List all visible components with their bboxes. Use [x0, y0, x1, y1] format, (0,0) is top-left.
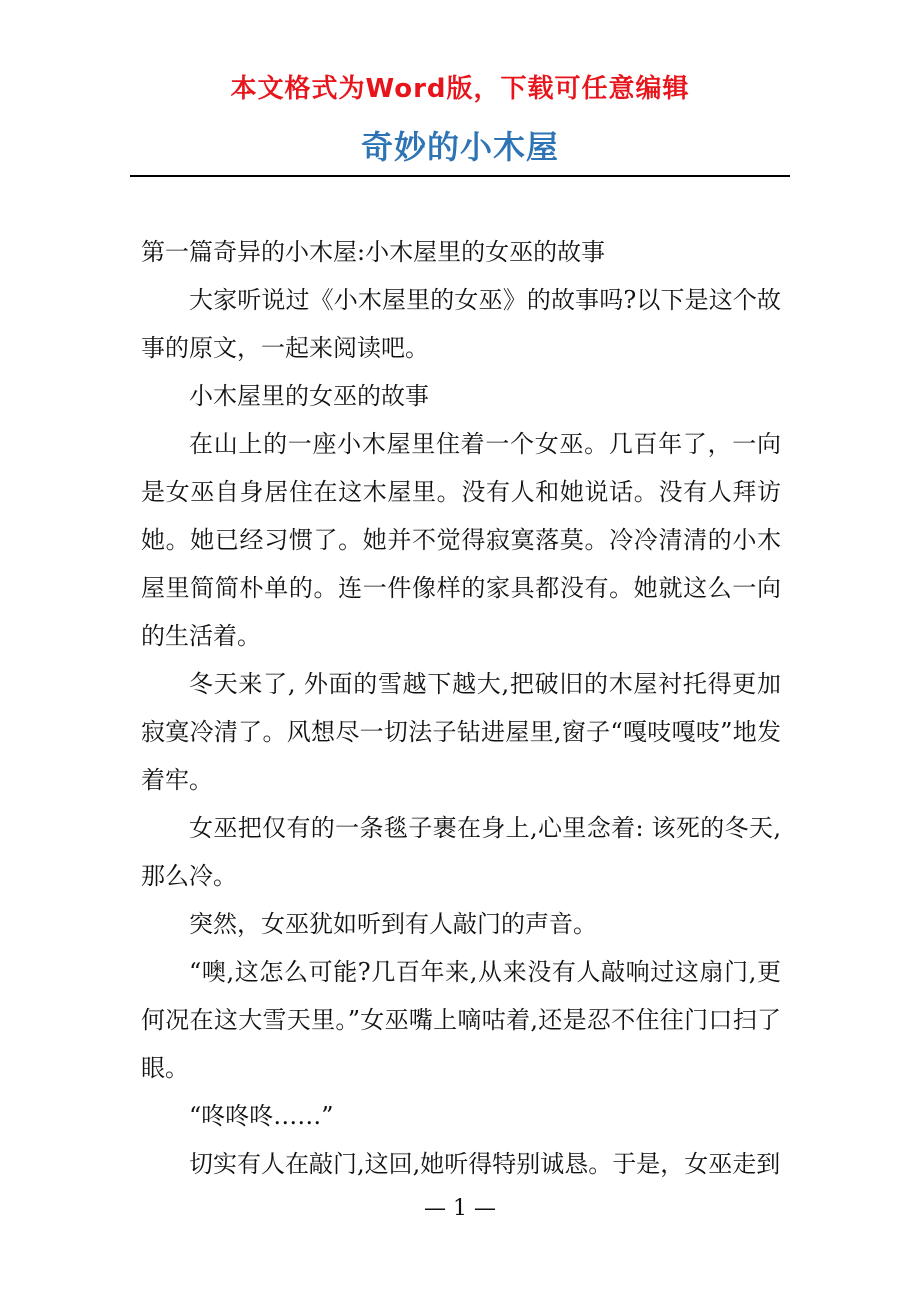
document-title: 奇妙的小木屋 [360, 128, 559, 166]
document-body [141, 228, 781, 1188]
paragraph: 大家听说过《小木屋里的女巫》的故事吗?以下是这个故事的原文，一起来阅读吧。 [141, 286, 781, 362]
section-heading: 第一篇奇异的小木屋:小木屋里的女巫的故事 [141, 238, 606, 266]
title-divider [130, 175, 790, 177]
paragraph: 切实有人在敲门,这回,她听得特别诚恳。于是，女巫走到 [189, 1150, 781, 1178]
page-number: — 1 — [424, 1196, 496, 1221]
format-banner: 本文格式为Word版，下载可任意编辑 [230, 74, 690, 104]
paragraph: 女巫把仅有的一条毯子裹在身上,心里念着: 该死的冬天,那么冷。 [141, 814, 781, 890]
paragraph: “咚咚咚……” [189, 1102, 334, 1130]
paragraph: 在山上的一座小木屋里住着一个女巫。几百年了，一向是女巫自身居住在这木屋里。没有人和她说话。没有人拜访她。她已经习惯了。她并不觉得寂寞落莫。冷冷清清的小木屋里简简朴单的。连一件像样的家具都没有。她就这么一向的生活着。 [141, 430, 781, 650]
paragraph: 突然，女巫犹如听到有人敲门的声音。 [189, 910, 597, 938]
story-title: 小木屋里的女巫的故事 [189, 382, 429, 410]
paragraph: “噢,这怎么可能?几百年来,从来没有人敲响过这扇门,更何况在这大雪天里。”女巫嘴上嘀咕着,还是忍不住往门口扫了眼。 [141, 958, 781, 1082]
paragraph: 冬天来了, 外面的雪越下越大,把破旧的木屋衬托得更加寂寞冷清了。风想尽一切法子钻进屋里,窗子“嘎吱嘎吱”地发着牢。 [141, 670, 781, 794]
